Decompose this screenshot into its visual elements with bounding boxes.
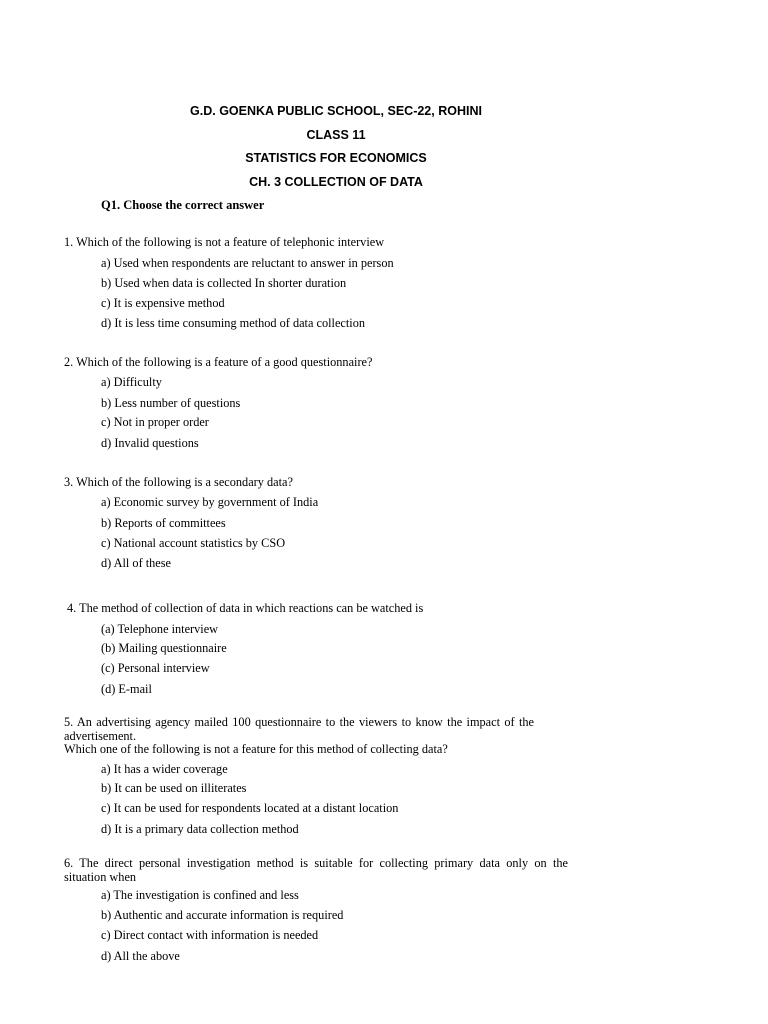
question-3-option-a: a) Economic survey by government of India — [101, 495, 319, 509]
question-4-option-c: (c) Personal interview — [101, 661, 210, 675]
question-1-option-d: d) It is less time consuming method of data collection — [101, 316, 365, 330]
question-5: 5. An advertising agency mailed 100 questionnaire to the viewers to know the impact of the advertisement. — [64, 715, 534, 743]
question-5-option-c: c) It can be used for respondents located at a distant location — [101, 801, 399, 815]
question-5-option-a: a) It has a wider coverage — [101, 762, 228, 776]
class-title: CLASS 11 — [306, 128, 366, 142]
question-4: 4. The method of collection of data in which reactions can be watched is — [67, 601, 424, 615]
question-1-option-a: a) Used when respondents are reluctant to answer in person — [101, 256, 394, 270]
question-5-option-b: b) It can be used on illiterates — [101, 781, 247, 795]
question-5-subtext: Which one of the following is not a feature for this method of collecting data? — [64, 742, 448, 756]
chapter-title: CH. 3 COLLECTION OF DATA — [249, 175, 423, 189]
question-6: 6. The direct personal investigation method is suitable for collecting primary data only on the situation when — [64, 856, 568, 884]
question-6-option-d: d) All the above — [101, 949, 180, 963]
question-4-option-a: (a) Telephone interview — [101, 622, 219, 636]
question-1: 1. Which of the following is not a feature of telephonic interview — [64, 235, 385, 249]
question-3-option-b: b) Reports of committees — [101, 516, 226, 530]
question-3: 3. Which of the following is a secondary data? — [64, 475, 293, 489]
question-2-option-c: c) Not in proper order — [101, 415, 209, 429]
question-3-option-d: d) All of these — [101, 556, 172, 570]
question-6-option-b: b) Authentic and accurate information is required — [101, 908, 344, 922]
question-1-option-b: b) Used when data is collected In shorter duration — [101, 276, 347, 290]
question-6-option-c: c) Direct contact with information is needed — [101, 928, 319, 942]
school-name: G.D. GOENKA PUBLIC SCHOOL, SEC-22, ROHINI — [190, 104, 482, 118]
question-2: 2. Which of the following is a feature of a good questionnaire? — [64, 355, 373, 369]
question-5-option-d: d) It is a primary data collection method — [101, 822, 299, 836]
question-4-option-b: (b) Mailing questionnaire — [101, 641, 227, 655]
question-2-option-a: a) Difficulty — [101, 375, 162, 389]
question-2-option-b: b) Less number of questions — [101, 396, 241, 410]
question-6-option-a: a) The investigation is confined and less — [101, 888, 299, 902]
question-1-option-c: c) It is expensive method — [101, 296, 225, 310]
question-2-option-d: d) Invalid questions — [101, 436, 199, 450]
question-4-option-d: (d) E-mail — [101, 682, 152, 696]
subject-title: STATISTICS FOR ECONOMICS — [245, 151, 427, 165]
section-title: Q1. Choose the correct answer — [101, 198, 265, 212]
question-3-option-c: c) National account statistics by CSO — [101, 536, 286, 550]
